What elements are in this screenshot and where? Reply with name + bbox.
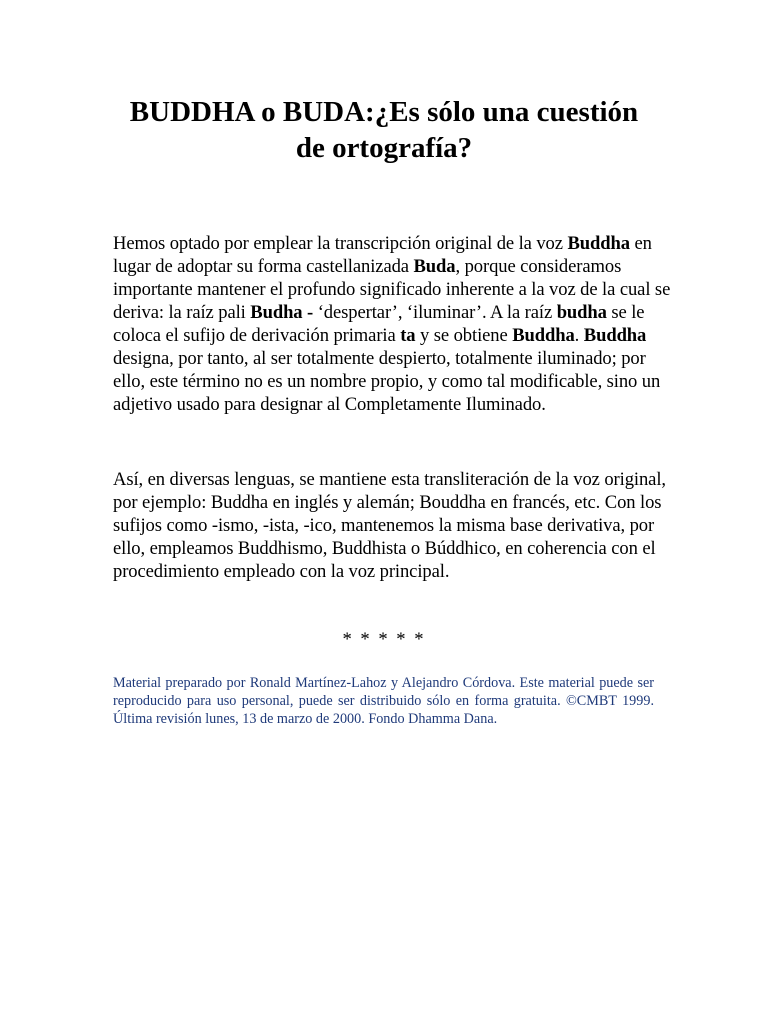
- footer-note: Material preparado por Ronald Martínez-Lahoz y Alejandro Córdova. Este material puede ser reproducido para uso personal, puede ser distribuido sólo en forma gratuita. ©CMBT 1999. Última revisión lunes, 13 de marzo de 2000. Fondo Dhamma Dana.: [113, 675, 654, 727]
- document-title: [100, 94, 668, 166]
- title-line-1: BUDDHA o BUDA:¿Es sólo una cuestión: [129, 96, 639, 128]
- paragraph-1-text: , porque consideramos importante mantener el profundo significado inherente a la voz de la cual se deriva: la raíz pali: [113, 256, 671, 323]
- bold-term: Budha -: [250, 302, 314, 323]
- bold-term: Buddha: [583, 325, 647, 346]
- paragraph-1-text: .: [574, 325, 584, 346]
- paragraph-1-text: y se obtiene: [415, 325, 513, 346]
- bold-term: ta: [400, 325, 416, 346]
- paragraph-1-text: Hemos optado por emplear la transcripción original de la voz: [113, 233, 568, 254]
- paragraph-2: Así, en diversas lenguas, se mantiene esta transliteración de la voz original, por ejemplo: Buddha en inglés y alemán; Bouddha en francés, etc. Con los sufijos como -ismo, -ista, -ico, mantenemos la misma base derivativa, por ello, empleamos Buddhismo, Buddhista o Búddhico, en coherencia con el procedimiento empleado con la voz principal.: [113, 469, 666, 582]
- paragraph-1-text: se le coloca el sufijo de derivación primaria: [113, 302, 645, 346]
- paragraph-1-text: ‘despertar’, ‘iluminar’. A la raíz: [313, 302, 557, 323]
- bold-term: Buddha: [512, 325, 575, 346]
- paragraph-1-text: designa, por tanto, al ser totalmente despierto, totalmente iluminado; por ello, este término no es un nombre propio, y como tal modificable, sino un adjetivo usado para designar al Completamente Iluminado.: [113, 348, 661, 415]
- bold-term: Buda: [413, 256, 456, 277]
- section-separator: * * * * *: [342, 629, 426, 650]
- paragraph-1-text: en lugar de adoptar su forma castellanizada: [113, 233, 652, 277]
- paragraph-1: [113, 232, 673, 416]
- bold-term: budha: [556, 302, 607, 323]
- bold-term: Buddha: [567, 233, 630, 254]
- title-line-2: de ortografía?: [295, 132, 473, 164]
